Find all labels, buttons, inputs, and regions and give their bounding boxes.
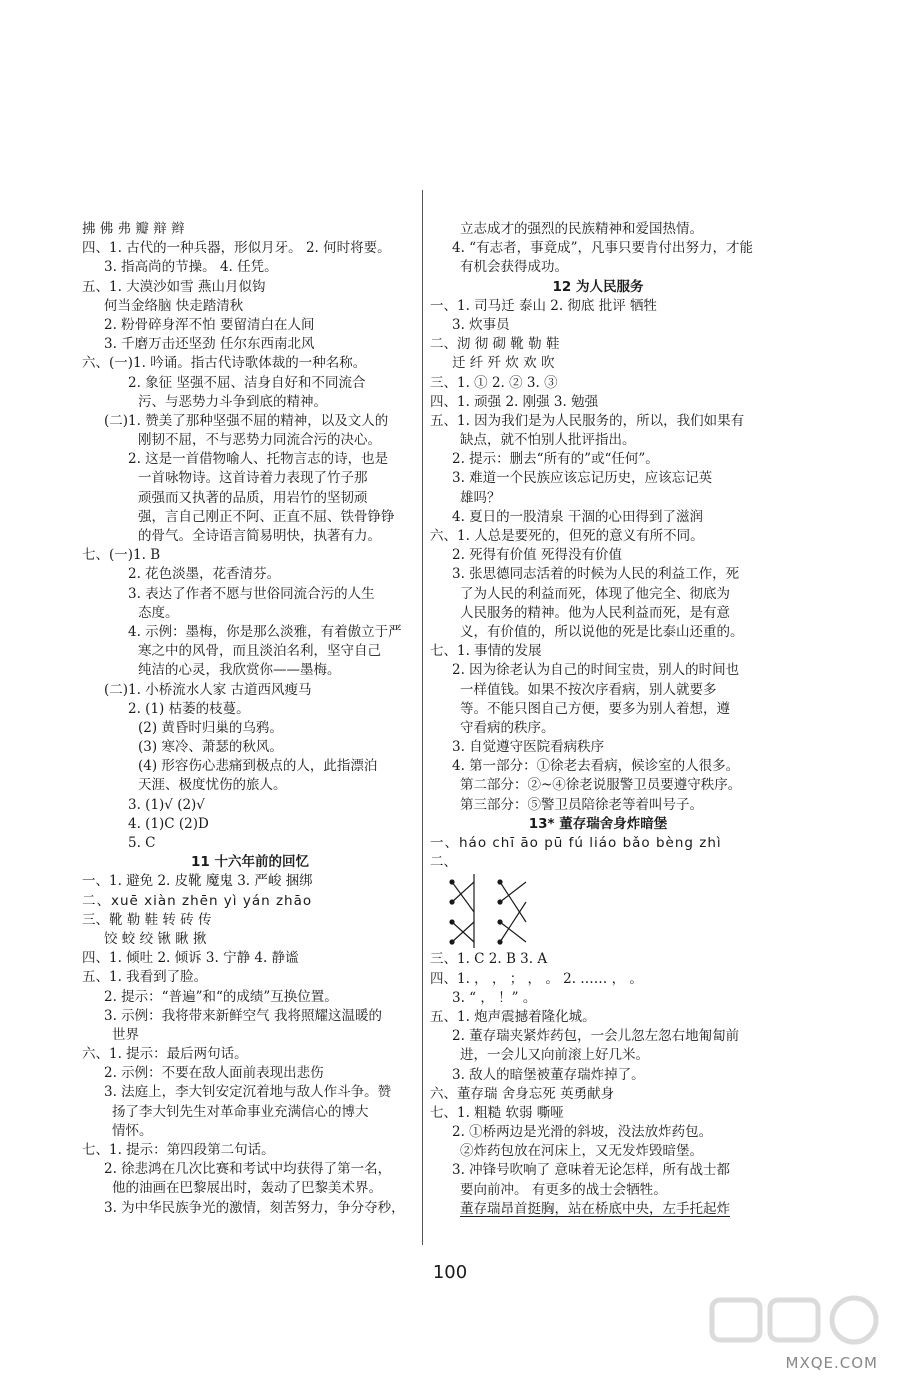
answer-line: 六、董存瑞 舍身忘死 英勇献身	[430, 1085, 615, 1102]
answer-line: 11 十六年前的回忆	[191, 854, 309, 871]
answer-line: 二、xuē xiàn zhēn yì yán zhāo	[82, 892, 313, 909]
answer-line: 强，言自己刚正不阿、正直不屈、铁骨铮铮	[138, 508, 395, 525]
answer-line: 3. 敌人的暗堡被董存瑞炸掉了。	[452, 1066, 645, 1083]
answer-line: 要向前冲。 有更多的战士会牺牲。	[460, 1181, 667, 1198]
page-number: 100	[432, 1262, 468, 1283]
answer-line: 4. (1)C (2)D	[128, 815, 209, 832]
answer-line: 饺 蛟 绞 锹 瞅 揪	[104, 930, 207, 947]
answer-line: 纯洁的心灵，我欣赏你——墨梅。	[138, 662, 341, 679]
answer-line: 董存瑞昂首挺胸，站在桥底中央，左手托起炸	[460, 1200, 730, 1217]
answer-line: 2. 这是一首借物喻人、托物言志的诗，也是	[128, 451, 389, 468]
answer-line: 何当金络脑 快走踏清秋	[104, 297, 244, 314]
answer-line: 3. 冲锋号吹响了 意味着无论怎样，所有战士都	[452, 1162, 730, 1179]
answer-line: 2. 花色淡墨，花香清芬。	[128, 566, 281, 583]
match-line	[500, 922, 526, 942]
answer-line: 扬了李大钊先生对革命事业充满信心的博大	[112, 1103, 369, 1120]
answer-line: 四、1. 顽强 2. 刚强 3. 勉强	[430, 393, 599, 410]
answer-line: 守看病的秩序。	[460, 719, 555, 736]
answer-line: 七、1. 事情的发展	[430, 643, 542, 660]
answer-line: 3. 为中华民族争光的激情，刻苦努力，争分夺秒，	[104, 1199, 405, 1216]
answer-line: 一首咏物诗。这首诗着力表现了竹子那	[138, 470, 368, 487]
answer-line: 义，有价值的，所以说他的死是比泰山还重的。	[460, 623, 744, 640]
answer-line: 七、(一)1. B	[82, 547, 161, 564]
answer-line: 世界	[112, 1026, 139, 1043]
answer-line: 二、沏 彻 砌 靴 勒 鞋	[430, 336, 560, 353]
answer-line: 三、靴 勒 鞋 转 砖 传	[82, 911, 212, 928]
answer-line: 六、1. 提示：最后两句话。	[82, 1046, 248, 1063]
answer-line: 2. 提示：“普遍”和“的成绩”互换位置。	[104, 988, 338, 1005]
answer-line: 2. 因为徐老认为自己的时间宝贵，别人的时间也	[452, 662, 740, 679]
answer-line: ②炸药包放在河床上，又无发炸毁暗堡。	[460, 1143, 703, 1160]
answer-line: 2. 象征 坚强不屈、洁身自好和不同流合	[128, 374, 366, 391]
matching-diagram	[430, 872, 766, 950]
watermark-text: MXQE.COM	[785, 1354, 878, 1372]
answer-line: 顽强而又执著的品质，用岩竹的坚韧顽	[138, 489, 368, 506]
match-line	[452, 882, 474, 912]
matching-lines-graphic	[444, 872, 564, 950]
answer-line: 2. 示例：不要在敌人面前表现出悲伤	[104, 1065, 324, 1082]
answer-line: 迁 纤 歼 炊 欢 吹	[452, 355, 555, 372]
answer-line: 2. 死得有价值 死得没有价值	[452, 547, 622, 564]
answer-line: (2) 黄昏时归巢的乌鸦。	[138, 719, 283, 736]
answer-line: 三、1. C 2. B 3. A	[430, 951, 548, 968]
answer-line: 等。不能只图自己方便，要多为别人着想，遵	[460, 700, 730, 717]
answer-line: 4. 夏日的一股清泉 干涸的心田得到了滋润	[452, 508, 703, 525]
answer-line: 第三部分：⑤警卫员陪徐老等着叫号子。	[460, 796, 703, 813]
answer-line: 第二部分：②~④徐老说服警卫员要遵守秩序。	[460, 777, 742, 794]
answer-line: 天涯、极度忧伤的旅人。	[138, 777, 287, 794]
answer-line: 5. C	[128, 835, 156, 851]
answer-line: 五、1. 我看到了脸。	[82, 969, 208, 986]
answer-line: 四、1. 古代的一种兵器，形似月牙。 2. 何时将要。	[82, 240, 391, 257]
answer-line: 进，一会儿又向前滚上好几米。	[460, 1047, 649, 1064]
answer-line: 立志成才的强烈的民族精神和爱国热情。	[460, 221, 703, 237]
answer-line: 4. 第一部分：①徐老去看病，候诊室的人很多。	[452, 758, 740, 775]
answer-line: (二)1. 小桥流水人家 古道西风瘦马	[104, 681, 312, 698]
answer-line: 二、	[430, 854, 457, 871]
answer-line: 2. 提示：删去“所有的”或“任何”。	[452, 451, 659, 468]
answer-line: (4) 形容伤心悲痛到极点的人，此指漂泊	[138, 758, 378, 775]
answer-line: 3. 炊事员	[452, 316, 510, 333]
answer-line: 2. ①桥两边是光滑的斜坡，没法放炸药包。	[452, 1124, 713, 1141]
answer-line: 2. 粉骨碎身浑不怕 要留清白在人间	[104, 316, 315, 333]
answer-line: (3) 寒冷、萧瑟的秋风。	[138, 739, 283, 756]
match-line	[452, 882, 474, 902]
answer-line: 2. 徐悲鸿在几次比赛和考试中均获得了第一名，	[104, 1161, 392, 1178]
answer-line: 四、1. ， ， ； ， 。 2. …… ， 。	[430, 970, 643, 987]
answer-line: 一样值钱。如果不按次序看病，别人就要多	[460, 681, 717, 698]
match-line	[500, 902, 526, 942]
answer-line: 的骨气。全诗语言简易明快，执著有力。	[138, 528, 381, 544]
answer-line: 3. 示例：我将带来新鲜空气 我将照耀这温暖的	[104, 1007, 382, 1024]
answer-line: (二)1. 赞美了那种坚强不屈的精神，以及文人的	[104, 412, 389, 429]
answer-line: 三、1. ① 2. ② 3. ③	[430, 374, 558, 391]
answer-line: 3. 指高尚的节操。 4. 任凭。	[104, 259, 278, 276]
answer-line: 2. (1) 枯萎的枝蔓。	[128, 700, 250, 717]
answer-line: 刚韧不屈，不与恶势力同流合污的决心。	[138, 432, 381, 449]
answer-line: 一、1. 避免 2. 皮靴 魔鬼 3. 严峻 捆绑	[82, 873, 313, 890]
answer-line: 4. 示例：墨梅，你是那么淡雅，有着傲立于严	[128, 623, 402, 640]
answer-line: 一、háo chī āo pū fú liáo bǎo bèng zhì	[430, 835, 722, 851]
answer-line: 3. 表达了作者不愿与世俗同流合污的人生	[128, 585, 375, 602]
answer-line: 污、与恶势力斗争到底的精神。	[138, 393, 327, 410]
left-column	[82, 220, 418, 1218]
answer-line: 13* 董存瑞舍身炸暗堡	[528, 815, 668, 832]
answer-line: 缺点，就不怕别人批评指出。	[460, 432, 636, 449]
answer-line: 七、1. 提示：第四段第二句话。	[82, 1142, 275, 1158]
column-divider	[422, 190, 423, 1245]
answer-line: 12 为人民服务	[552, 278, 644, 295]
answer-line: 五、1. 因为我们是为人民服务的，所以，我们如果有	[430, 412, 745, 429]
answer-line: 了为人民的利益而死，体现了他完全、彻底为	[460, 585, 730, 602]
answers-part-b	[430, 950, 766, 1219]
match-line	[500, 882, 526, 922]
answer-line: 3. 难道一个民族应该忘记历史，应该忘记英	[452, 470, 713, 487]
answer-line: 3. 法庭上，李大钊安定沉着地与敌人作斗争。赞	[104, 1084, 392, 1101]
answer-line: 一、1. 司马迁 泰山 2. 彻底 批评 牺牲	[430, 297, 658, 314]
answer-line: 态度。	[138, 604, 179, 621]
answer-line: 雄吗？	[460, 489, 501, 506]
answer-line: 他的油画在巴黎展出时，轰动了巴黎美术界。	[112, 1180, 382, 1197]
answer-line: 3. (1)√ (2)√	[128, 796, 205, 813]
answer-line: 2. 董存瑞夹紧炸药包，一会儿忽左忽右地匍匐前	[452, 1028, 740, 1045]
answer-line: 拂 佛 弗 瓣 辩 辫	[82, 221, 185, 237]
answer-line: 4. “有志者，事竟成”，凡事只要肯付出努力，才能	[452, 240, 753, 257]
answer-line: 六、1. 人总是要死的，但死的意义有所不同。	[430, 528, 704, 544]
answer-line: 五、1. 炮声震撼着隆化城。	[430, 1008, 596, 1025]
answer-line: 七、1. 粗糙 软弱 嘶哑	[430, 1104, 564, 1121]
match-line	[500, 882, 526, 902]
answer-line: 3. “ ， ！” 。	[452, 989, 537, 1006]
answer-line: 寒之中的风骨，而且淡泊名利，坚守自己	[138, 643, 381, 660]
answer-line: 3. 自觉遵守医院看病秩序	[452, 739, 605, 756]
answers-part-a	[430, 220, 766, 872]
answer-line: 五、1. 大漠沙如雪 燕山月似钩	[82, 278, 266, 295]
answer-line: 人民服务的精神。他为人民利益而死，是有意	[460, 604, 730, 621]
answer-line: 有机会获得成功。	[460, 259, 568, 276]
answer-line: 3. 千磨万击还坚劲 任尔东西南北风	[104, 336, 315, 353]
answer-line: 六、(一)1. 吟诵。指古代诗歌体裁的一种名称。	[82, 355, 367, 372]
answer-line: 3. 张思德同志活着的时候为人民的利益工作，死	[452, 566, 740, 583]
answer-line: 情怀。	[112, 1122, 153, 1139]
answer-line: 四、1. 倾吐 2. 倾诉 3. 宁静 4. 静谧	[82, 950, 299, 967]
right-column	[430, 220, 766, 1219]
